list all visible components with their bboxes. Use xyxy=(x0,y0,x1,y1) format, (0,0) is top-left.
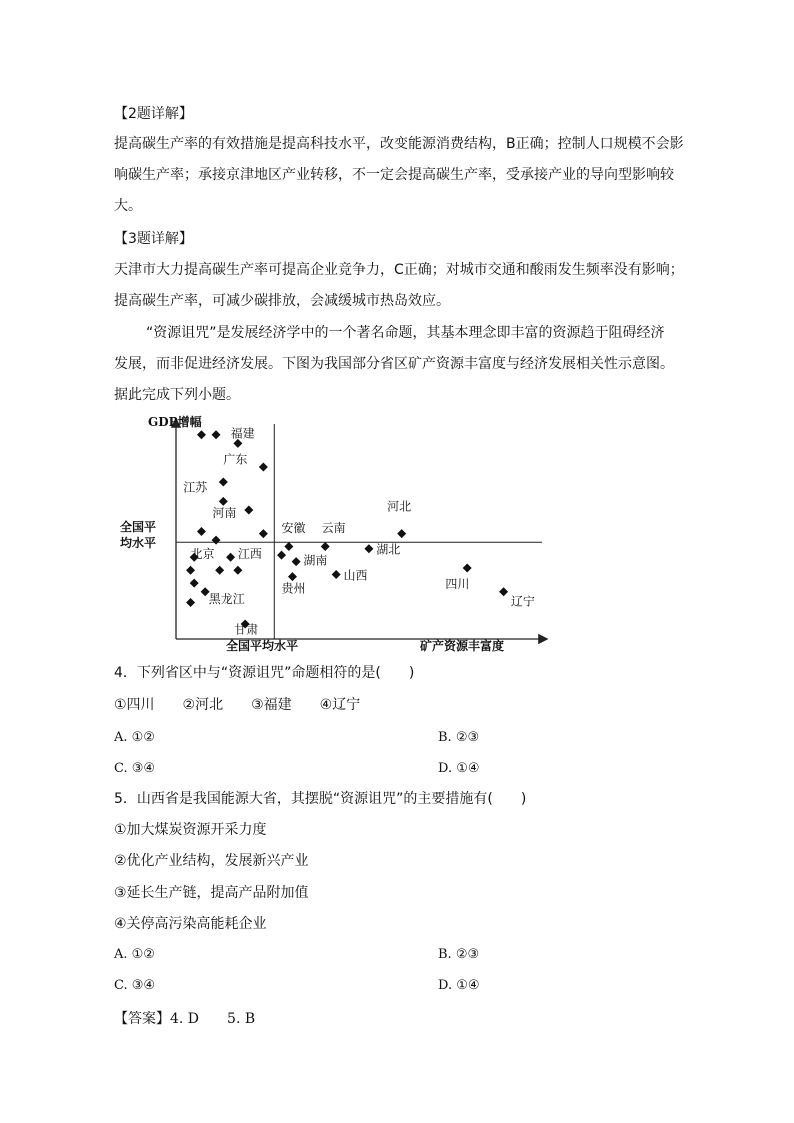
province-label-16: 四川 xyxy=(445,577,470,592)
province-label-13: 湖北 xyxy=(376,542,401,557)
data-point-26 xyxy=(364,544,373,553)
y-axis-label: GDP增幅 xyxy=(148,415,202,429)
q5-item-3: ③延长生产链，提高产品附加值 xyxy=(114,885,309,901)
h-ref-label-line2: 均水平 xyxy=(120,536,157,550)
province-label-8: 甘肃 xyxy=(234,622,259,637)
q5-option-d[interactable]: D. ①④ xyxy=(438,978,480,993)
q5-item-4: ④关停高污染高能耗企业 xyxy=(114,916,267,932)
intro-line-1: “资源诅咒”是发展经济学中的一个著名命题，其基本理念即丰富的资源趋于阻碍经济 xyxy=(146,325,665,341)
intro-line-3: 据此完成下列小题。 xyxy=(114,387,240,403)
data-point-6 xyxy=(219,497,228,506)
q4-option-a[interactable]: A. ①② xyxy=(114,730,155,745)
data-point-8 xyxy=(197,527,206,536)
province-label-7: 黑龙江 xyxy=(208,592,245,607)
province-label-14: 贵州 xyxy=(281,581,306,596)
data-point-5 xyxy=(219,478,228,487)
data-point-27 xyxy=(397,529,406,538)
q3-heading: 【3题详解】 xyxy=(114,231,193,247)
q5-option-b[interactable]: B. ②③ xyxy=(438,947,480,962)
province-label-11: 河北 xyxy=(387,499,412,514)
q4-choices: ①四川 ②河北 ③福建 ④辽宁 xyxy=(114,697,361,713)
province-label-2: 广东 xyxy=(223,452,248,467)
data-point-22 xyxy=(292,557,301,566)
q4-option-d[interactable]: D. ①④ xyxy=(438,761,480,776)
data-point-24 xyxy=(321,542,330,551)
q5-item-1: ①加大煤炭资源开采力度 xyxy=(114,822,267,838)
q2-heading: 【2题详解】 xyxy=(114,106,193,122)
province-label-12: 湖南 xyxy=(303,553,328,568)
data-point-20 xyxy=(277,551,286,560)
scatter-chart xyxy=(110,410,560,655)
v-ref-label: 全国平均水平 xyxy=(226,639,299,653)
data-point-13 xyxy=(186,566,195,575)
q4-stem: 4．下列省区中与“资源诅咒”命题相符的是( ) xyxy=(114,665,415,681)
q2-line-3: 大。 xyxy=(114,198,142,214)
province-label-10: 云南 xyxy=(321,521,346,536)
q4-option-b[interactable]: B. ②③ xyxy=(438,730,480,745)
data-point-10 xyxy=(212,536,221,545)
data-point-28 xyxy=(463,564,472,573)
data-point-23 xyxy=(288,572,297,581)
data-point-14 xyxy=(215,566,224,575)
data-point-25 xyxy=(332,570,341,579)
data-point-12 xyxy=(226,553,235,562)
q2-line-2: 响碳生产率；承接京津地区产业转移，不一定会提高碳生产率，受承接产业的导向型影响较 xyxy=(114,167,674,183)
data-point-7 xyxy=(244,506,253,515)
province-label-9: 安徽 xyxy=(281,521,306,536)
province-label-15: 山西 xyxy=(343,568,368,583)
province-label-3: 江苏 xyxy=(183,480,208,495)
data-point-21 xyxy=(284,542,293,551)
q2-line-1: 提高碳生产率的有效措施是提高科技水平，改变能源消费结构，B正确；控制人口规模不会影 xyxy=(114,136,684,152)
province-label-6: 江西 xyxy=(237,547,262,561)
data-point-9 xyxy=(259,529,268,538)
answer-line: 【答案】4. D 5. B xyxy=(114,1011,256,1027)
q3-line-2: 提高碳生产率，可减少碳排放，会减缓城市热岛效应。 xyxy=(114,293,450,309)
intro-line-2: 发展，而非促进经济发展。下图为我国部分省区矿产资源丰富度与经济发展相关性示意图。 xyxy=(114,356,674,372)
x-axis-label: 矿产资源丰富度 xyxy=(420,639,505,653)
q5-option-a[interactable]: A. ①② xyxy=(114,947,155,962)
h-ref-label-line1: 全国平 xyxy=(120,520,157,534)
province-label-1: 福建 xyxy=(230,426,255,441)
data-point-18 xyxy=(186,598,195,607)
q4-option-c[interactable]: C. ③④ xyxy=(114,761,156,776)
data-point-2 xyxy=(212,430,221,439)
data-point-4 xyxy=(259,463,268,472)
q5-stem: 5．山西省是我国能源大省，其摆脱“资源诅咒”的主要措施有( ) xyxy=(114,791,527,807)
data-point-16 xyxy=(190,579,199,588)
data-point-1 xyxy=(197,430,206,439)
data-point-29 xyxy=(499,587,508,596)
q3-line-1: 天津市大力提高碳生产率可提高企业竞争力，C正确；对城市交通和酸雨发生频率没有影响； xyxy=(114,262,684,278)
province-label-5: 北京 xyxy=(190,547,215,561)
data-point-15 xyxy=(233,566,242,575)
q5-option-c[interactable]: C. ③④ xyxy=(114,978,156,993)
province-label-4: 河南 xyxy=(212,506,237,521)
province-label-17: 辽宁 xyxy=(510,594,535,609)
q5-item-2: ②优化产业结构，发展新兴产业 xyxy=(114,853,309,869)
